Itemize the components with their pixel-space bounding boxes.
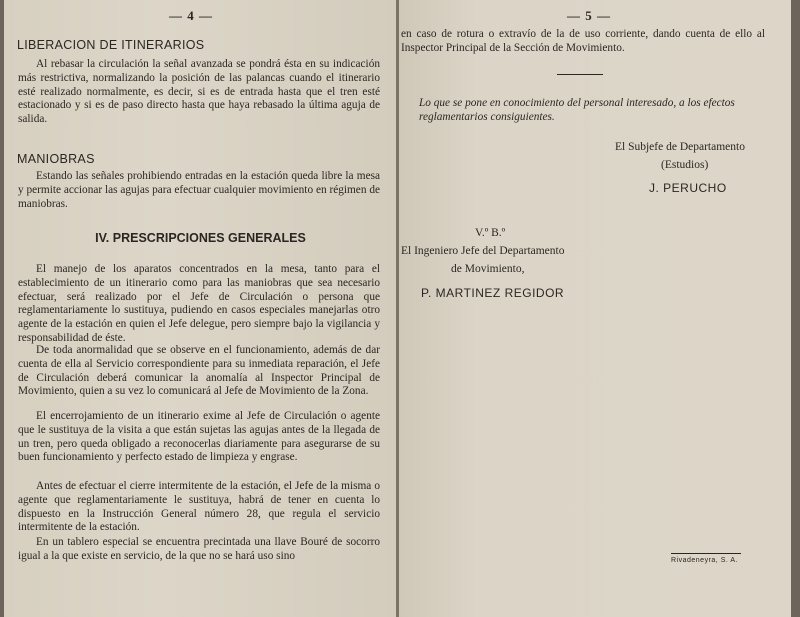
right-page bbox=[399, 0, 791, 617]
paragraph-liberacion: Al rebasar la circulación la señal avanzada se pondrá ésta en su indicación más restrictiva, normalizando la posición de las palancas cuando el itinerario esté realizado normalmente, es decir, si es de entrada hasta que el tren esté estacionado y si es de paso directo hasta que haya rebasado la última aguja de salida. bbox=[18, 58, 380, 126]
paragraph-anormalidad: De toda anormalidad que se observe en el funcionamiento, además de dar cuenta de ella al Servicio correspondiente para su inmediata reparación, el Jefe de Circulación deberá comunicar la anomalía al Inspector Principal de Movimiento, quien a su vez lo comunicará al Jefe de Movimiento de la Zona. bbox=[18, 344, 380, 398]
vobo-mark: V.º B.º bbox=[475, 227, 506, 239]
signature1-name: J. PERUCHO bbox=[649, 181, 727, 195]
paragraph-manejo: El manejo de los aparatos concentrados en la mesa, tanto para el establecimiento de un itinerario como para las maniobras que sea necesario efectuar, será realizado por el Jefe de Circulación o persona que reglamentariamente lo sustituya, pudiendo en casos especiales manejarlas otro agente de la estación en quien el Jefe delegue, pero siempre bajo la vigilancia y responsabilidad de éste. bbox=[18, 263, 380, 344]
signature1-subtitle: (Estudios) bbox=[661, 159, 709, 171]
signature2-name: P. MARTINEZ REGIDOR bbox=[421, 286, 565, 300]
notice-text: Lo que se pone en conocimiento del personal interesado, a los efectos reglamentarios consiguientes. bbox=[419, 97, 735, 123]
paragraph-maniobras: Estando las señales prohibiendo entradas en la estación queda libre la mesa y permite accionar las agujas para efectuar cualquier movimiento en régimen de maniobras. bbox=[18, 170, 380, 210]
signature1-title: El Subjefe de Departamento bbox=[615, 141, 745, 153]
heading-liberacion-itinerarios: LIBERACION DE ITINERARIOS bbox=[17, 38, 205, 52]
heading-prescripciones-generales: IV. PRESCRIPCIONES GENERALES bbox=[95, 231, 306, 245]
signature2-subtitle: de Movimiento, bbox=[451, 263, 525, 275]
heading-maniobras: MANIOBRAS bbox=[17, 152, 95, 166]
paragraph-cierre-intermitente: Antes de efectuar el cierre intermitente de la estación, el Jefe de la misma o agente que reglamentariamente le sustituya, habrá de tener en cuenta lo dispuesto en la Instrucción General número 28, que regula el servicio intermitente de la estación. bbox=[18, 480, 380, 534]
paragraph-encerrojamiento: El encerrojamiento de un itinerario exime al Jefe de Circulación o agente que le sustituya de la visita a que están sujetas las agujas antes de la llegada de un tren, pero queda obligado a reconocerlas diariamente para asegurarse de su buen funcionamiento y perfecto estado de limpieza y engrase. bbox=[18, 410, 380, 464]
page-number-left: — 4 — bbox=[169, 8, 213, 23]
left-page bbox=[4, 0, 397, 617]
paragraph-llave-boure: En un tablero especial se encuentra precintada una llave Bouré de socorro igual a la que existe en servicio, de la que no se hará uso sino bbox=[18, 536, 380, 562]
printer-rule bbox=[671, 553, 741, 554]
printer-imprint: Rivadeneyra, S. A. bbox=[671, 557, 738, 564]
page-number-right: — 5 — bbox=[567, 8, 611, 23]
separator-rule bbox=[557, 74, 603, 75]
signature2-title: El Ingeniero Jefe del Departamento bbox=[401, 245, 565, 257]
paragraph-continuation: en caso de rotura o extravío de la de uso corriente, dando cuenta de ello al Inspector Principal de la Sección de Movimiento. bbox=[401, 28, 765, 54]
